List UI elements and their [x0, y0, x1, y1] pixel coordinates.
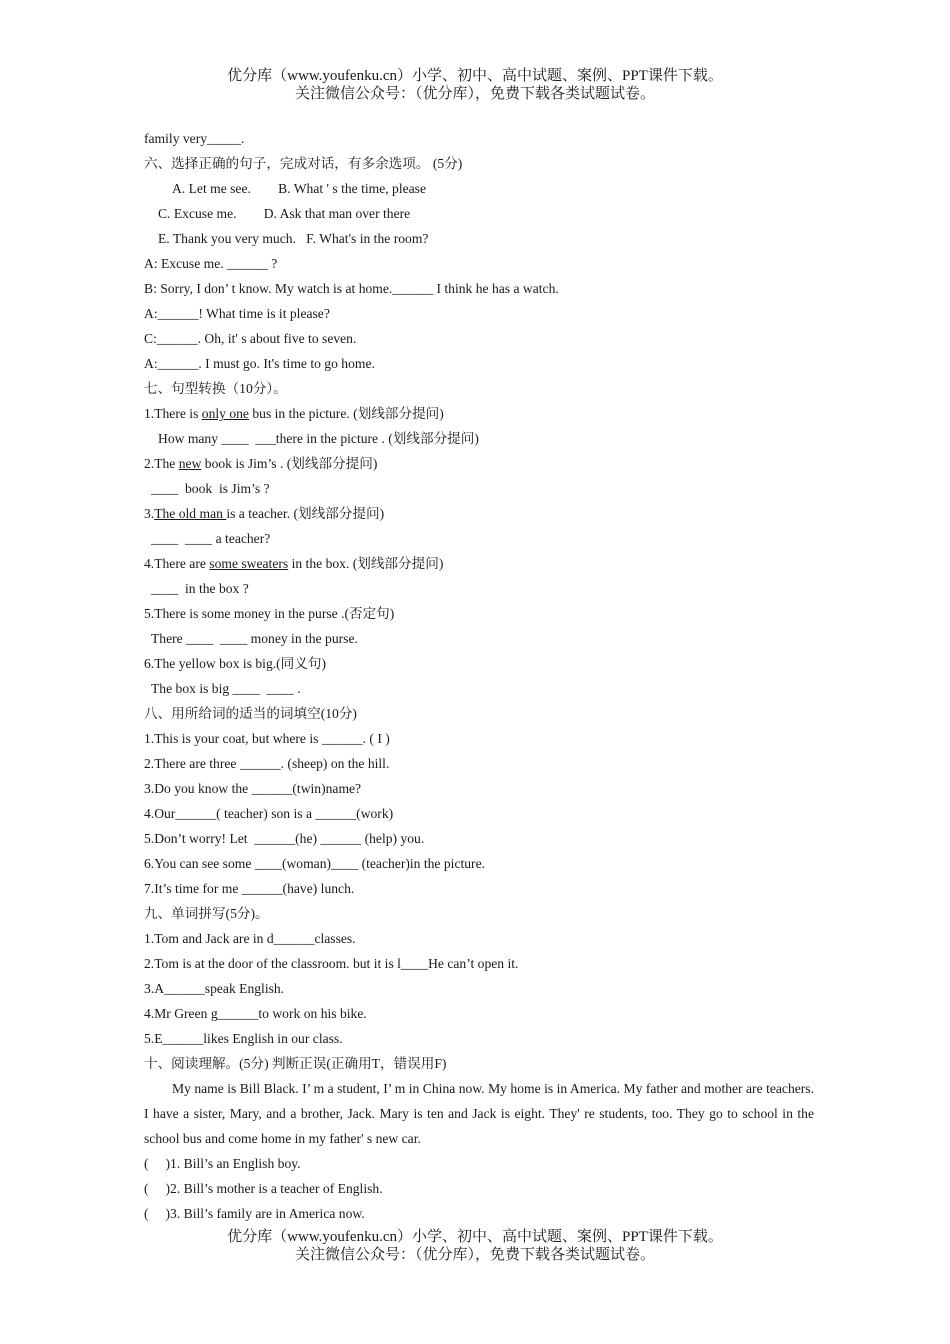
worksheet-body [144, 126, 814, 1226]
s10-question: ( )1. Bill’s an English boy. [144, 1156, 301, 1171]
s6-option-line: C. Excuse me. D. Ask that man over there [158, 206, 411, 221]
s9-item: 4.Mr Green g______to work on his bike. [144, 1006, 367, 1021]
underlined-text: new [178, 456, 202, 471]
s6-option-line: A. Let me see. B. What ' s the time, please [172, 181, 426, 196]
q-text: 2.The [144, 456, 179, 471]
q-text: in the box. (划线部分提问) [288, 556, 444, 571]
q-text: is a teacher. (划线部分提问) [226, 506, 385, 521]
s6-dialogue-line: A: Excuse me. ______ ? [144, 256, 278, 271]
s7-answer: How many ____ ___there in the picture . (划线部分提问) [158, 431, 479, 446]
s8-item: 1.This is your coat, but where is ______. ( I ) [144, 731, 390, 746]
s8-item: 5.Don’t worry! Let ______(he) ______ (help) you. [144, 831, 425, 846]
s6-dialogue-line: C:______. Oh, it' s about five to seven. [144, 331, 357, 346]
s9-item: 5.E______likes English in our class. [144, 1031, 343, 1046]
s9-item: 2.Tom is at the door of the classroom. but it is l____He can’t open it. [144, 956, 519, 971]
s8-item: 6.You can see some ____(woman)____ (teacher)in the picture. [144, 856, 486, 871]
q-text: 3. [144, 506, 155, 521]
s7-answer: ____ ____ a teacher? [151, 531, 271, 546]
s6-dialogue-line: A:______! What time is it please? [144, 306, 330, 321]
s8-item: 4.Our______( teacher) son is a ______(work) [144, 806, 394, 821]
s7-question [144, 401, 814, 426]
page-header [0, 67, 950, 103]
s7-question [144, 551, 814, 576]
footer-line-2: 关注微信公众号：（优分库），免费下载各类试题试卷。 [294, 1247, 655, 1263]
s7-answer: ____ in the box ? [151, 581, 249, 596]
section-6-title: 六、选择正确的句子，完成对话，有多余选项。 (5分) [144, 156, 463, 171]
s7-answer: The box is big ____ ____ . [151, 681, 301, 696]
s7-answer: There ____ ____ money in the purse. [151, 631, 358, 646]
s7-question: 5.There is some money in the purse .(否定句) [144, 606, 395, 621]
reading-passage: My name is Bill Black. I’ m a student, I’ m in China now. My home is in America. My father and mother are teachers. I have a sister, Mary, and a brother, Jack. Mary is ten and Jack is eight. They' re students, too. They go to school in the school bus and come home in my father' s new car. [144, 1081, 814, 1146]
header-line-2: 关注微信公众号：（优分库），免费下载各类试题试卷。 [294, 86, 655, 102]
s6-option-line: E. Thank you very much. F. What's in the room? [158, 231, 429, 246]
s8-item: 2.There are three ______. (sheep) on the hill. [144, 756, 390, 771]
underlined-text: The old man [154, 506, 227, 521]
section-7-title: 七、句型转换（10分）。 [144, 381, 287, 396]
s8-item: 7.It’s time for me ______(have) lunch. [144, 881, 355, 896]
s7-question [144, 451, 814, 476]
s8-item: 3.Do you know the ______(twin)name? [144, 781, 362, 796]
q-text: bus in the picture. (划线部分提问) [248, 406, 444, 421]
header-line-1: 优分库（www.youfenku.cn）小学、初中、高中试题、案例、PPT课件下载。 [227, 68, 723, 84]
q-text: 1.There is [144, 406, 202, 421]
q-text: book is Jim’s . (划线部分提问) [201, 456, 378, 471]
s9-item: 3.A______speak English. [144, 981, 285, 996]
section-10-title: 十、阅读理解。(5分) 判断正误(正确用T，错误用F) [144, 1056, 447, 1071]
s10-question: ( )2. Bill’s mother is a teacher of English. [144, 1181, 383, 1196]
s6-dialogue-line: B: Sorry, I don’ t know. My watch is at home.______ I think he has a watch. [144, 281, 559, 296]
carryover-line: family very_____. [144, 131, 245, 146]
q-text: 4.There are [144, 556, 210, 571]
footer-line-1: 优分库（www.youfenku.cn）小学、初中、高中试题、案例、PPT课件下载。 [227, 1229, 723, 1245]
s9-item: 1.Tom and Jack are in d______classes. [144, 931, 356, 946]
section-8-title: 八、用所给词的适当的词填空(10分) [144, 706, 357, 721]
s7-question [144, 501, 814, 526]
s7-answer: ____ book is Jim’s ? [151, 481, 270, 496]
underlined-text: some sweaters [209, 556, 289, 571]
section-9-title: 九、单词拼写(5分)。 [144, 906, 269, 921]
page-footer [0, 1228, 950, 1264]
s10-question: ( )3. Bill’s family are in America now. [144, 1206, 365, 1221]
underlined-text: only one [201, 406, 249, 421]
s7-question: 6.The yellow box is big.(同义句) [144, 656, 326, 671]
s6-dialogue-line: A:______. I must go. It's time to go home. [144, 356, 375, 371]
